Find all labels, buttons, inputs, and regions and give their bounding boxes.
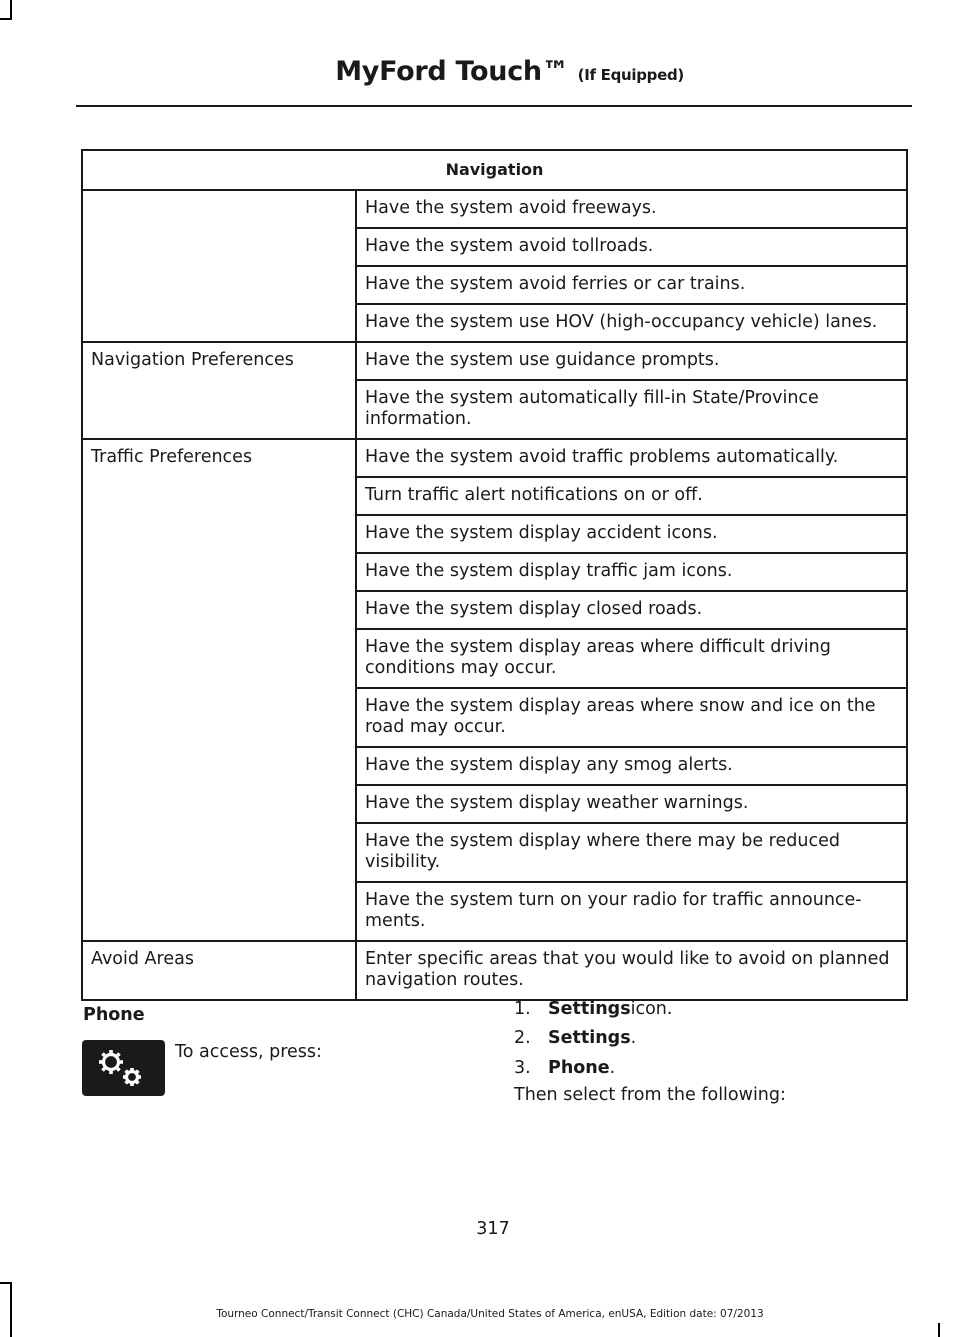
followup-text: Then select from the following: bbox=[514, 1085, 786, 1105]
step-suffix: . bbox=[609, 1057, 616, 1078]
row-description: Turn traffic alert notifications on or off. bbox=[356, 477, 907, 515]
header-title-suffix: (If Equipped) bbox=[577, 66, 684, 84]
row-group-label: Traffic Preferences bbox=[82, 439, 356, 941]
page-header-title bbox=[335, 56, 684, 87]
row-description: Have the system display accident icons. bbox=[356, 515, 907, 553]
row-description: Have the system turn on your radio for traffic announce-ments. bbox=[356, 882, 907, 941]
settings-gears-icon bbox=[82, 1040, 165, 1096]
row-description: Have the system avoid freeways. bbox=[356, 190, 907, 228]
row-description: Have the system display areas where difficult driving conditions may occur. bbox=[356, 629, 907, 688]
crop-mark-bottom-right-vertical bbox=[938, 1323, 940, 1337]
step-label: Settings bbox=[548, 1028, 631, 1049]
step-item bbox=[514, 1053, 672, 1083]
step-suffix: icon. bbox=[630, 998, 673, 1019]
row-description: Have the system display where there may be reduced visibility. bbox=[356, 823, 907, 882]
step-number: 1. bbox=[514, 998, 531, 1019]
step-label: Phone bbox=[548, 1057, 610, 1078]
table-header-row bbox=[82, 150, 907, 190]
row-description: Have the system avoid ferries or car trains. bbox=[356, 266, 907, 304]
step-number: 3. bbox=[514, 1057, 531, 1078]
crop-mark-bottom-left-horizontal bbox=[0, 1282, 12, 1284]
row-description: Enter specific areas that you would like to avoid on planned navigation routes. bbox=[356, 941, 907, 1000]
row-description: Have the system automatically fill-in State/Province information. bbox=[356, 380, 907, 439]
row-description: Have the system avoid tollroads. bbox=[356, 228, 907, 266]
row-group-label: Navigation Preferences bbox=[82, 342, 356, 439]
crop-mark-top-left-vertical bbox=[10, 0, 12, 20]
phone-access-instruction: To access, press: bbox=[175, 1042, 322, 1062]
row-group-label: Avoid Areas bbox=[82, 941, 356, 1000]
crop-mark-top-left-horizontal bbox=[0, 18, 12, 20]
table-body bbox=[82, 190, 907, 1000]
table-row bbox=[82, 342, 907, 380]
table-caption: Navigation bbox=[82, 150, 907, 190]
table-row bbox=[82, 439, 907, 477]
row-description: Have the system display weather warnings. bbox=[356, 785, 907, 823]
step-number: 2. bbox=[514, 1028, 531, 1049]
row-description: Have the system display traffic jam icons. bbox=[356, 553, 907, 591]
header-divider bbox=[76, 105, 912, 107]
table-row bbox=[82, 190, 907, 228]
row-group-label bbox=[82, 190, 356, 342]
footer-edition-text: Tourneo Connect/Transit Connect (CHC) Canada/United States of America, enUSA, Edition date: 07/2013 bbox=[216, 1308, 764, 1320]
row-description: Have the system use HOV (high-occupancy vehicle) lanes. bbox=[356, 304, 907, 342]
row-description: Have the system display areas where snow and ice on the road may occur. bbox=[356, 688, 907, 747]
header-title-main: MyFord Touch™ bbox=[335, 56, 569, 87]
row-description: Have the system avoid traffic problems automatically. bbox=[356, 439, 907, 477]
step-label: Settings bbox=[548, 998, 631, 1019]
step-suffix: . bbox=[630, 1028, 637, 1049]
phone-section-heading: Phone bbox=[83, 1005, 145, 1025]
table-row bbox=[82, 941, 907, 1000]
steps-list bbox=[514, 994, 672, 1083]
page-number: 317 bbox=[476, 1219, 510, 1239]
row-description: Have the system use guidance prompts. bbox=[356, 342, 907, 380]
step-item bbox=[514, 1024, 672, 1054]
row-description: Have the system display closed roads. bbox=[356, 591, 907, 629]
navigation-settings-table bbox=[81, 149, 908, 1001]
step-item bbox=[514, 994, 672, 1024]
row-description: Have the system display any smog alerts. bbox=[356, 747, 907, 785]
